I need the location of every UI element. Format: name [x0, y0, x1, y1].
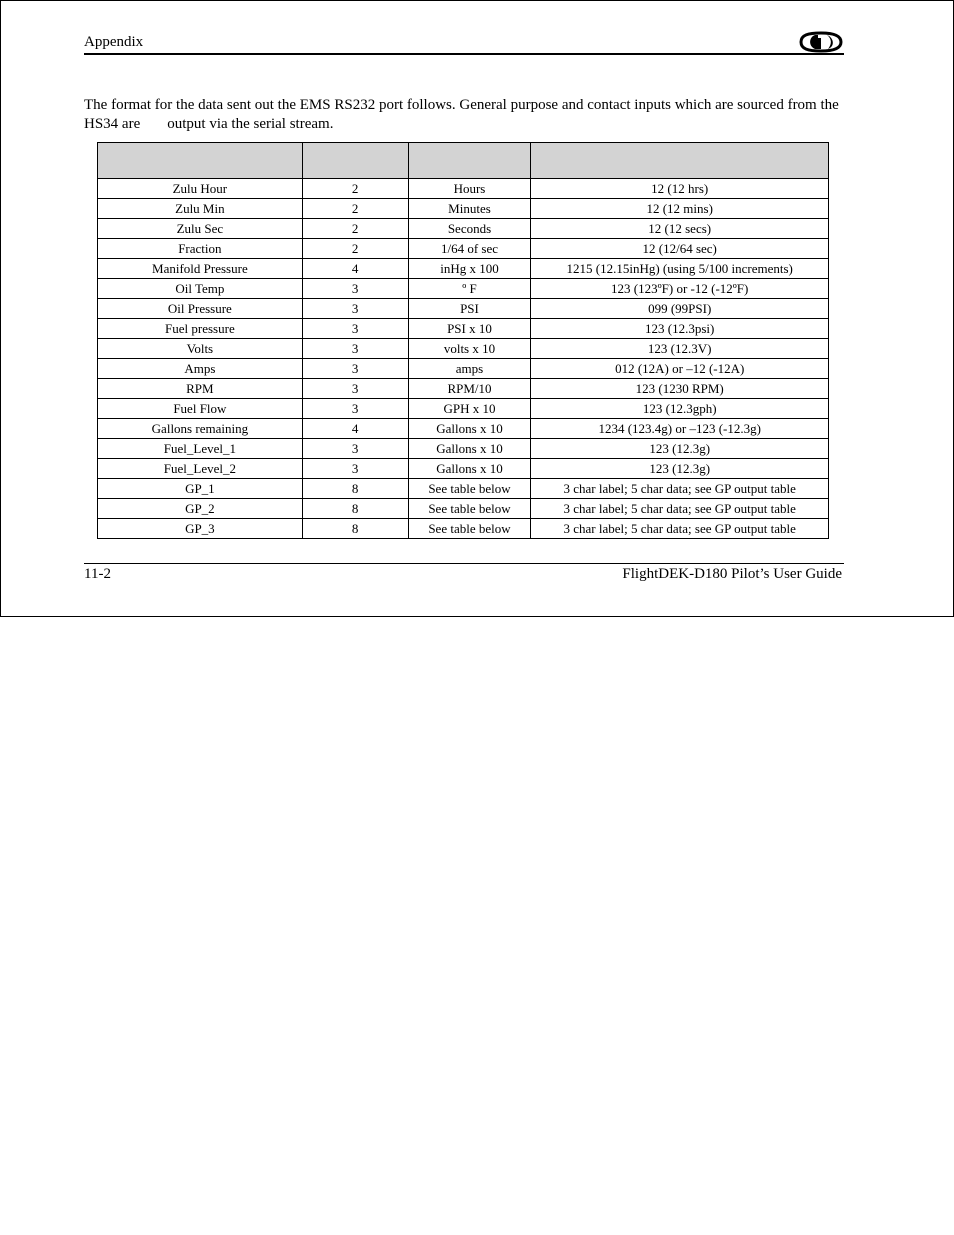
table-cell: Amps	[98, 359, 303, 379]
table-row	[98, 339, 829, 359]
table-cell: 12 (12 mins)	[531, 199, 829, 219]
table-cell: 099 (99PSI)	[531, 299, 829, 319]
table-cell: 3	[302, 319, 408, 339]
intro-text-part1: The format for the data sent out the EMS RS232 port follows. General purpose and contact inputs which are sourced from the HS34 are	[84, 97, 839, 132]
table-cell: Minutes	[408, 199, 531, 219]
table-cell: 4	[302, 419, 408, 439]
table-cell: Gallons remaining	[98, 419, 303, 439]
table-cell: 8	[302, 499, 408, 519]
table-cell: 2	[302, 219, 408, 239]
table-cell: See table below	[408, 519, 531, 539]
table-cell: See table below	[408, 479, 531, 499]
table-cell: 8	[302, 479, 408, 499]
footer-page-number: 11-2	[84, 566, 111, 582]
table-row	[98, 279, 829, 299]
table-cell: GP_2	[98, 499, 303, 519]
header-cell	[408, 143, 531, 179]
table-cell: PSI x 10	[408, 319, 531, 339]
table-cell: 12 (12/64 sec)	[531, 239, 829, 259]
header-cell	[98, 143, 303, 179]
table-row	[98, 259, 829, 279]
table-cell: GP_3	[98, 519, 303, 539]
table-cell: Volts	[98, 339, 303, 359]
table-cell: 123 (12.3g)	[531, 459, 829, 479]
table-cell: 123 (12.3gph)	[531, 399, 829, 419]
table-row	[98, 439, 829, 459]
table-cell: volts x 10	[408, 339, 531, 359]
table-row	[98, 239, 829, 259]
table-row	[98, 419, 829, 439]
table-cell: 2	[302, 199, 408, 219]
table-cell: inHg x 100	[408, 259, 531, 279]
table-cell: 3	[302, 359, 408, 379]
table-cell: 3	[302, 399, 408, 419]
table-cell: º F	[408, 279, 531, 299]
table-cell: Fuel Flow	[98, 399, 303, 419]
footer-guide-title: FlightDEK-D180 Pilot’s User Guide	[622, 566, 842, 582]
table-cell: 1215 (12.15inHg) (using 5/100 increments)	[531, 259, 829, 279]
table-cell: PSI	[408, 299, 531, 319]
table-row	[98, 359, 829, 379]
table-row	[98, 319, 829, 339]
table-cell: 123 (123ºF) or -12 (-12ºF)	[531, 279, 829, 299]
table-body	[98, 179, 829, 539]
table-cell: 12 (12 hrs)	[531, 179, 829, 199]
table-row	[98, 299, 829, 319]
header-rule	[84, 53, 844, 55]
header-cell	[302, 143, 408, 179]
table-cell: 3	[302, 279, 408, 299]
table-cell: Manifold Pressure	[98, 259, 303, 279]
footer-rule	[84, 563, 844, 564]
table-row	[98, 379, 829, 399]
table-cell: Fuel pressure	[98, 319, 303, 339]
table-cell: See table below	[408, 499, 531, 519]
table-row	[98, 479, 829, 499]
table-header-row	[98, 143, 829, 179]
table-cell: 012 (12A) or –12 (-12A)	[531, 359, 829, 379]
table-cell: 2	[302, 179, 408, 199]
table-cell: 8	[302, 519, 408, 539]
table-cell: 3	[302, 459, 408, 479]
table-cell: 3	[302, 299, 408, 319]
table-cell: 1234 (123.4g) or –123 (-12.3g)	[531, 419, 829, 439]
table-cell: Seconds	[408, 219, 531, 239]
table-row	[98, 199, 829, 219]
table-row	[98, 519, 829, 539]
header-cell	[531, 143, 829, 179]
table-cell: Gallons x 10	[408, 459, 531, 479]
header-title: Appendix	[84, 34, 144, 50]
table-cell: 3 char label; 5 char data; see GP output table	[531, 519, 829, 539]
dynon-logo-icon	[798, 31, 844, 53]
serial-format-table	[97, 142, 829, 539]
intro-text-part2: output via the serial stream.	[167, 116, 334, 132]
table-cell: Zulu Hour	[98, 179, 303, 199]
table-cell: 123 (1230 RPM)	[531, 379, 829, 399]
table-cell: amps	[408, 359, 531, 379]
table-cell: 4	[302, 259, 408, 279]
table-cell: Fuel_Level_1	[98, 439, 303, 459]
table-cell: RPM/10	[408, 379, 531, 399]
table-cell: 1/64 of sec	[408, 239, 531, 259]
table-cell: 12 (12 secs)	[531, 219, 829, 239]
table-cell: 3	[302, 339, 408, 359]
table-cell: GP_1	[98, 479, 303, 499]
table-cell: 3	[302, 379, 408, 399]
table-cell: Fraction	[98, 239, 303, 259]
table-cell: 2	[302, 239, 408, 259]
table-row	[98, 499, 829, 519]
table-cell: Gallons x 10	[408, 439, 531, 459]
table-cell: Zulu Sec	[98, 219, 303, 239]
table-cell: 3	[302, 439, 408, 459]
table-row	[98, 179, 829, 199]
table-cell: 123 (12.3g)	[531, 439, 829, 459]
table-cell: Hours	[408, 179, 531, 199]
table-cell: Oil Pressure	[98, 299, 303, 319]
table-cell: Gallons x 10	[408, 419, 531, 439]
table-cell: 3 char label; 5 char data; see GP output table	[531, 499, 829, 519]
table-cell: 123 (12.3psi)	[531, 319, 829, 339]
table-cell: 3 char label; 5 char data; see GP output table	[531, 479, 829, 499]
table-cell: Oil Temp	[98, 279, 303, 299]
table-cell: GPH x 10	[408, 399, 531, 419]
table-row	[98, 399, 829, 419]
intro-paragraph	[84, 96, 844, 134]
table-cell: Zulu Min	[98, 199, 303, 219]
table-cell: 123 (12.3V)	[531, 339, 829, 359]
table-row	[98, 459, 829, 479]
table-row	[98, 219, 829, 239]
table-cell: RPM	[98, 379, 303, 399]
table-cell: Fuel_Level_2	[98, 459, 303, 479]
